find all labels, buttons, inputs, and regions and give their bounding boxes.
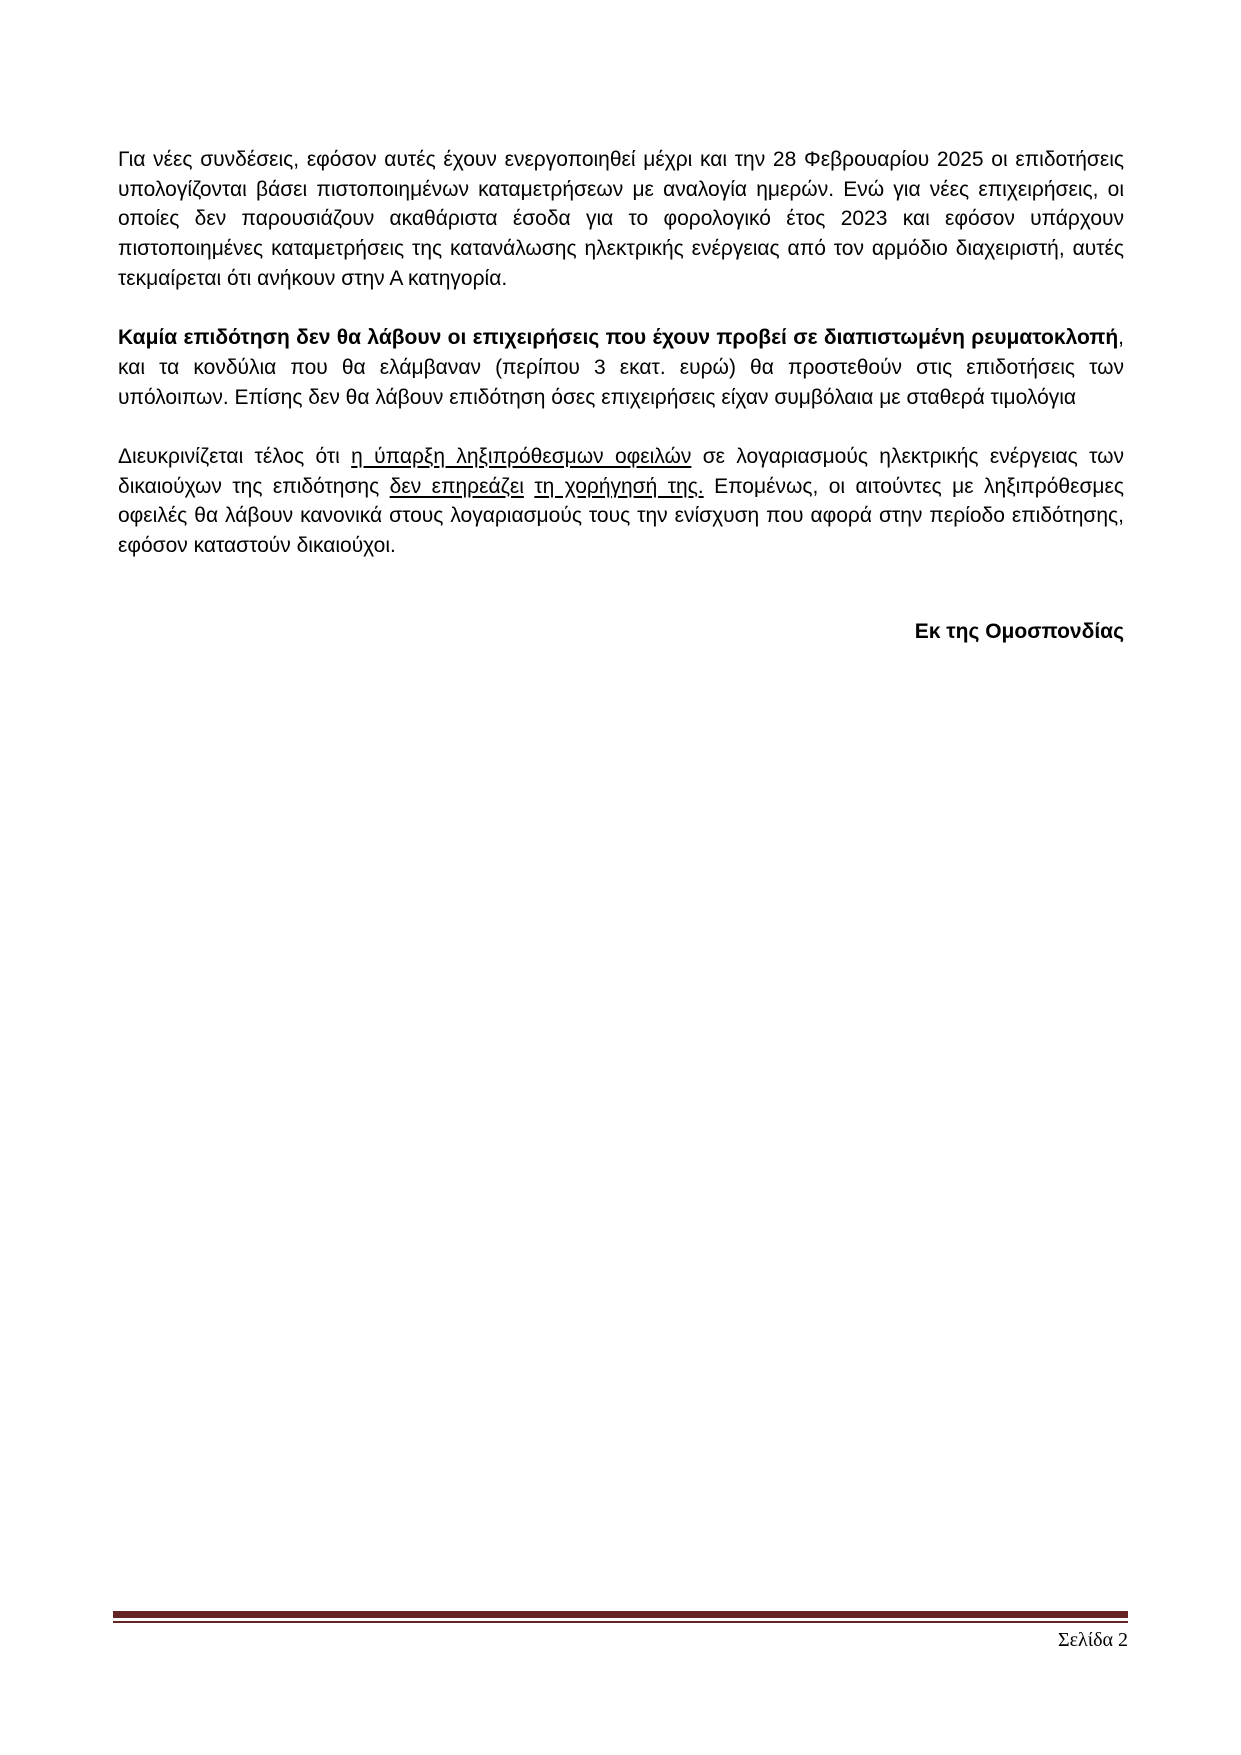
text-run: δεν επηρεάζει <box>389 474 524 498</box>
text-run: Επομένως, οι αιτούντες με ληξιπρόθεσμες οφειλές θα λάβουν κανονικά στους λογαριασμούς τους την ενίσχυση που αφορά στην περίοδο επιδότησης, εφόσον καταστούν δικαιούχοι. <box>118 474 1124 558</box>
signature: Εκ της Ομοσπονδίας <box>914 619 1124 643</box>
paragraph-no-subsidy <box>118 323 1124 412</box>
footer-rule-thin <box>113 1621 1128 1623</box>
body-text <box>118 0 1124 668</box>
text-run: Καμία επιδότηση δεν θα λάβουν οι επιχειρήσεις που έχουν προβεί σε διαπιστωμένη ρευματοκλοπή <box>118 326 1119 350</box>
text-run: η ύπαρξη ληξιπρόθεσμων οφειλών <box>351 445 692 468</box>
footer-rule-thick <box>113 1611 1128 1618</box>
paragraph-new-connections <box>118 145 1124 294</box>
text-run: , και τα κονδύλια που θα ελάμβαναν (περίπου 3 εκατ. ευρώ) θα προστεθούν στις επιδοτήσεις των υπόλοιπων. Επίσης δεν θα λάβουν επιδότηση όσες επιχειρήσεις είχαν συμβόλαια με σταθερά τιμολόγια <box>118 326 1124 409</box>
text-run: τη χορήγησή της. <box>534 474 704 498</box>
text-run: σε λογαριασμούς ηλεκτρικής ενέργειας των δικαιούχων της επιδότησης <box>118 445 1124 498</box>
text-run: Για νέες συνδέσεις, εφόσον αυτές έχουν ενεργοποιηθεί μέχρι και την 28 Φεβρουαρίου 2025 οι επιδοτήσεις υπολογίζονται βάσει πιστοποιημένων καταμετρήσεων με αναλογία ημερών. Ενώ για νέες επιχειρήσεις, οι οποίες δεν παρουσιάζουν ακαθάριστα έσοδα για το φορολογικό έτος 2023 και εφόσον υπάρχουν πιστοποιημένες καταμετρήσεις της κατανάλωσης ηλεκτρικής ενέργειας από τον αρμόδιο διαχειριστή, αυτές τεκμαίρεται ότι ανήκουν στην Α κατηγορία. <box>118 148 1124 290</box>
text-run: Διευκρινίζεται τέλος ότι <box>118 445 352 468</box>
text-run <box>524 475 534 498</box>
paragraph-clarification <box>118 442 1124 561</box>
page-number: Σελίδα 2 <box>1057 1629 1128 1651</box>
page-footer <box>113 1611 1128 1652</box>
